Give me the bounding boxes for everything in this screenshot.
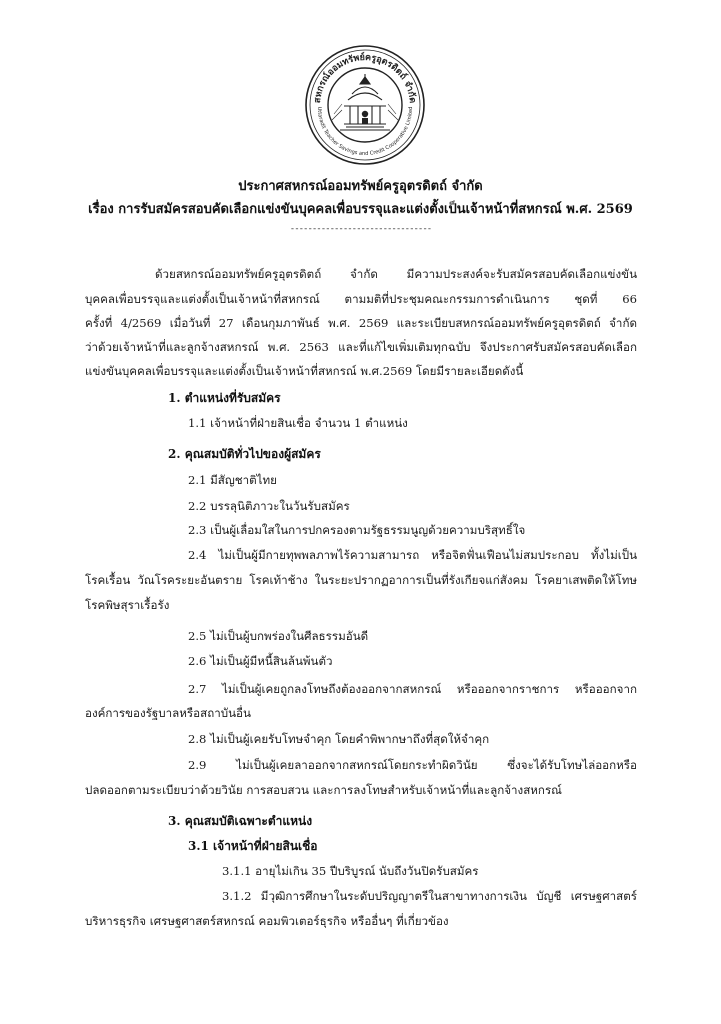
section-2-heading: 2. คุณสมบัติทั่วไปของผู้สมัคร (168, 447, 321, 461)
section-2-item-2-9: 2.9 ไม่เป็นผู้เคยลาออกจากสหกรณ์โดยกระทำผิดวินัย ซึ่งจะได้รับโทษไล่ออกหรือ (188, 758, 637, 772)
section-2-item-2-7-cont: องค์การของรัฐบาลหรือสถาบันอื่น (85, 706, 251, 720)
svg-text:สหกรณ์ออมทรัพย์ครูอุตรดิตถ์ จำ: สหกรณ์ออมทรัพย์ครูอุตรดิตถ์ จำกัด (312, 52, 418, 104)
section-3-item-3-1-2-cont: บริหารธุรกิจ เศรษฐศาสตร์สหกรณ์ คอมพิวเตอร์ธุรกิจ หรืออื่นๆ ที่เกี่ยวข้อง (85, 914, 449, 928)
section-2-item-2-8: 2.8 ไม่เป็นผู้เคยรับโทษจำคุก โดยคำพิพากษาถึงที่สุดให้จำคุก (188, 732, 490, 746)
section-2-item-2-5: 2.5 ไม่เป็นผู้บกพร่องในศีลธรรมอันดี (188, 629, 369, 643)
section-1-item: 1.1 เจ้าหน้าที่ฝ่ายสินเชื่อ จำนวน 1 ตำแหน่ง (188, 416, 408, 430)
intro-line: ด้วยสหกรณ์ออมทรัพย์ครูอุตรดิตถ์ จำกัด มีความประสงค์จะรับสมัครสอบคัดเลือกแข่งขัน (155, 267, 637, 281)
section-3-heading: 3. คุณสมบัติเฉพาะตำแหน่ง (168, 814, 313, 828)
announcement-title: ประกาศสหกรณ์ออมทรัพย์ครูอุตรดิตถ์ จำกัด (238, 179, 483, 194)
section-3-sub-heading: 3.1 เจ้าหน้าที่ฝ่ายสินเชื่อ (188, 839, 318, 853)
intro-line: แข่งขันบุคคลเพื่อบรรจุและแต่งตั้งเป็นเจ้าหน้าที่สหกรณ์ พ.ศ.2569 โดยมีรายละเอียดดังนี้ (85, 364, 524, 378)
section-3-item-3-1-2: 3.1.2 มีวุฒิการศึกษาในระดับปริญญาตรีในสาขาทางการเงิน บัญชี เศรษฐศาสตร์ (222, 889, 637, 903)
intro-line: ครั้งที่ 4/2569 เมื่อวันที่ 27 เดือนกุมภาพันธ์ พ.ศ. 2569 และระเบียบสหกรณ์ออมทรัพย์ครูอุตรดิตถ์ จำกัด (85, 316, 637, 330)
section-2-item-2-3: 2.3 เป็นผู้เลื่อมใสในการปกครองตามรัฐธรรมนูญด้วยความบริสุทธิ์ใจ (188, 523, 526, 537)
section-2-item-2-4: 2.4 ไม่เป็นผู้มีกายทุพพลภาพไร้ความสามารถ หรือจิตฟั่นเฟือนไม่สมประกอบ ทั้งไม่เป็น (188, 548, 637, 562)
section-3-item-3-1-1: 3.1.1 อายุไม่เกิน 35 ปีบริบูรณ์ นับถึงวันปิดรับสมัคร (222, 864, 479, 878)
section-2-item-2-2: 2.2 บรรลุนิติภาวะในวันรับสมัคร (188, 499, 350, 513)
section-2-item-2-4-cont: โรคเรื้อน วัณโรคระยะอันตราย โรคเท้าช้าง ในระยะปรากฏอาการเป็นที่รังเกียจแก่สังคม โรคยาเสพติดให้โทษ (85, 573, 637, 587)
intro-line: บุคคลเพื่อบรรจุและแต่งตั้งเป็นเจ้าหน้าที่สหกรณ์ ตามมติที่ประชุมคณะกรรมการดำเนินการ ชุดที่ 66 (85, 292, 637, 306)
title-divider: -------------------------------- (289, 224, 432, 234)
section-2-item-2-4-cont: โรคพิษสุราเรื้อรัง (85, 598, 170, 612)
svg-text:Uttaradit Teacher Savings and: Uttaradit Teacher Savings and Credit Cooperative Limited (315, 106, 415, 158)
intro-line: ว่าด้วยเจ้าหน้าที่และลูกจ้างสหกรณ์ พ.ศ. 2563 และที่แก้ไขเพิ่มเติมทุกฉบับ จึงประกาศรับสมัครสอบคัดเลือก (85, 340, 637, 354)
announcement-subject: เรื่อง การรับสมัครสอบคัดเลือกแข่งขันบุคคลเพื่อบรรจุและแต่งตั้งเป็นเจ้าหน้าที่สหกรณ์ พ.ศ. 2569 (88, 202, 633, 217)
section-2-item-2-6: 2.6 ไม่เป็นผู้มีหนี้สินล้นพ้นตัว (188, 654, 333, 668)
section-2-item-2-9-cont: ปลดออกตามระเบียบว่าด้วยวินัย การสอบสวน และการลงโทษสำหรับเจ้าหน้าที่และลูกจ้างสหกรณ์ (85, 783, 562, 797)
section-1-heading: 1. ตำแหน่งที่รับสมัคร (168, 391, 281, 405)
cooperative-seal-logo (304, 44, 426, 166)
section-2-item-2-1: 2.1 มีสัญชาติไทย (188, 473, 277, 487)
section-2-item-2-7: 2.7 ไม่เป็นผู้เคยถูกลงโทษถึงต้องออกจากสหกรณ์ หรือออกจากราชการ หรือออกจาก (188, 682, 637, 696)
